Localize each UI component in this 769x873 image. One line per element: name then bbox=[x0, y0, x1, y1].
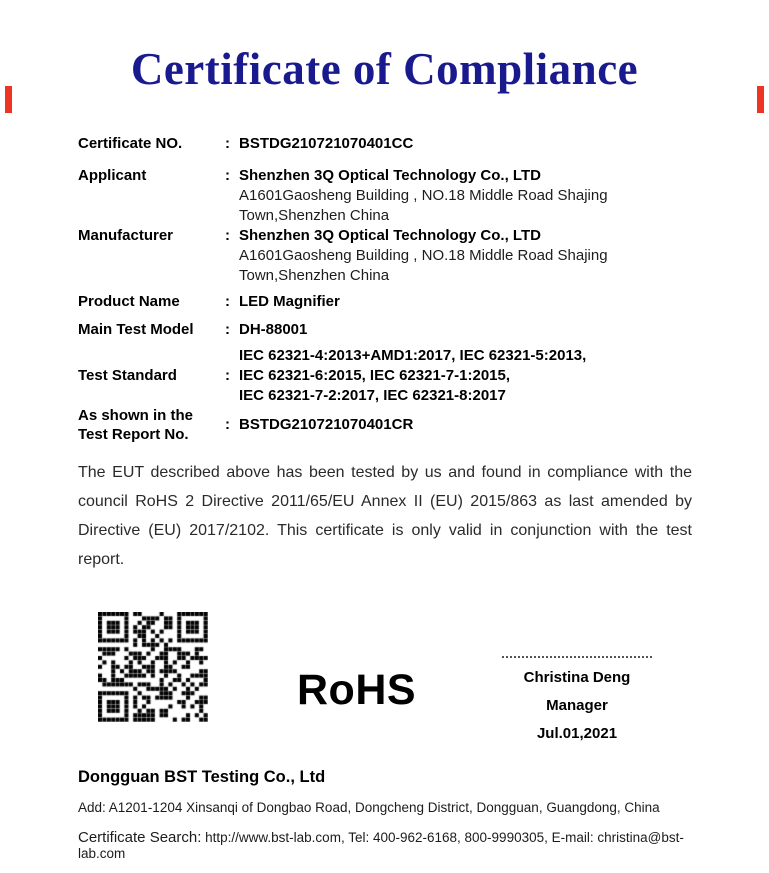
lab-name: Dongguan BST Testing Co., Ltd bbox=[78, 768, 326, 786]
colon-separator: : bbox=[225, 321, 230, 338]
lab-address: Add: A1201-1204 Xinsanqi of Dongbao Road, Dongcheng District, Dongguan, Guangdong, China bbox=[78, 800, 660, 815]
signer-name: Christina Deng bbox=[523, 669, 631, 686]
colon-separator: : bbox=[225, 167, 230, 184]
test-standard-line3: IEC 62321-7-2:2017, IEC 62321-8:2017 bbox=[239, 387, 506, 404]
colon-separator: : bbox=[225, 416, 230, 433]
colon-separator: : bbox=[225, 367, 230, 384]
test-report-label-line1: As shown in the bbox=[78, 407, 194, 424]
signature-line bbox=[502, 656, 652, 658]
colon-separator: : bbox=[225, 227, 230, 244]
main-test-model-label: Main Test Model bbox=[78, 321, 194, 338]
issue-date: Jul.01,2021 bbox=[536, 725, 618, 742]
red-edge-mark-right bbox=[757, 86, 764, 113]
signer-role: Manager bbox=[546, 697, 608, 714]
manufacturer-address-line2: Town,Shenzhen China bbox=[239, 267, 390, 284]
test-report-row bbox=[78, 406, 692, 444]
applicant-address-line2: Town,Shenzhen China bbox=[239, 207, 390, 224]
certificate-no-label: Certificate NO. bbox=[78, 135, 183, 152]
manufacturer-label: Manufacturer bbox=[78, 227, 174, 244]
test-report-label-line2: Test Report No. bbox=[78, 426, 189, 443]
compliance-statement: The EUT described above has been tested by us and found in compliance with the council RoHS 2 Directive 2011/65/EU Annex II (EU) 2015/863 as last amended by Directive (EU) 2017/2102. This certificate is only valid in conjunction with the test report. bbox=[78, 464, 692, 568]
test-report-value: BSTDG210721070401CR bbox=[239, 416, 414, 433]
manufacturer-value bbox=[239, 226, 692, 286]
signature-block bbox=[502, 656, 652, 748]
colon-separator: : bbox=[225, 293, 230, 310]
manufacturer-name: Shenzhen 3Q Optical Technology Co., LTD bbox=[239, 227, 541, 244]
applicant-row bbox=[78, 166, 692, 226]
manufacturer-address-line1: A1601Gaosheng Building , NO.18 Middle Road Shajing bbox=[239, 247, 608, 264]
main-test-model-row bbox=[78, 320, 692, 340]
test-standard-line2: IEC 62321-6:2015, IEC 62321-7-1:2015, bbox=[239, 367, 511, 384]
applicant-value bbox=[239, 166, 692, 226]
certificate-no-value: BSTDG210721070401CC bbox=[239, 135, 414, 152]
red-edge-mark-left bbox=[5, 86, 12, 113]
certificate-search-value: http://www.bst-lab.com, Tel: 400-962-6168, 800-9990305, E-mail: christina@bst-lab.com bbox=[78, 830, 684, 861]
applicant-name: Shenzhen 3Q Optical Technology Co., LTD bbox=[239, 167, 541, 184]
product-name-value: LED Magnifier bbox=[239, 293, 340, 310]
qr-code bbox=[98, 612, 208, 722]
main-test-model-value: DH-88001 bbox=[239, 321, 308, 338]
applicant-address-line1: A1601Gaosheng Building , NO.18 Middle Road Shajing bbox=[239, 187, 608, 204]
test-report-label bbox=[78, 406, 225, 444]
manufacturer-row bbox=[78, 226, 692, 286]
applicant-label: Applicant bbox=[78, 167, 147, 184]
product-name-row bbox=[78, 292, 692, 312]
test-standard-value bbox=[239, 346, 692, 406]
test-standard-label: Test Standard bbox=[78, 367, 177, 384]
test-standard-line1: IEC 62321-4:2013+AMD1:2017, IEC 62321-5:2013, bbox=[239, 347, 587, 364]
rohs-mark: RoHS bbox=[297, 666, 417, 714]
certificate-search-label: Certificate Search: bbox=[78, 829, 202, 846]
certificate-details bbox=[78, 134, 692, 574]
certificate-search-line bbox=[78, 829, 718, 861]
test-standard-row bbox=[78, 346, 692, 406]
colon-separator: : bbox=[225, 135, 230, 152]
certificate-title: Certificate of Compliance bbox=[130, 44, 639, 94]
certificate-no-row bbox=[78, 134, 692, 154]
footer bbox=[78, 768, 718, 861]
product-name-label: Product Name bbox=[78, 293, 180, 310]
